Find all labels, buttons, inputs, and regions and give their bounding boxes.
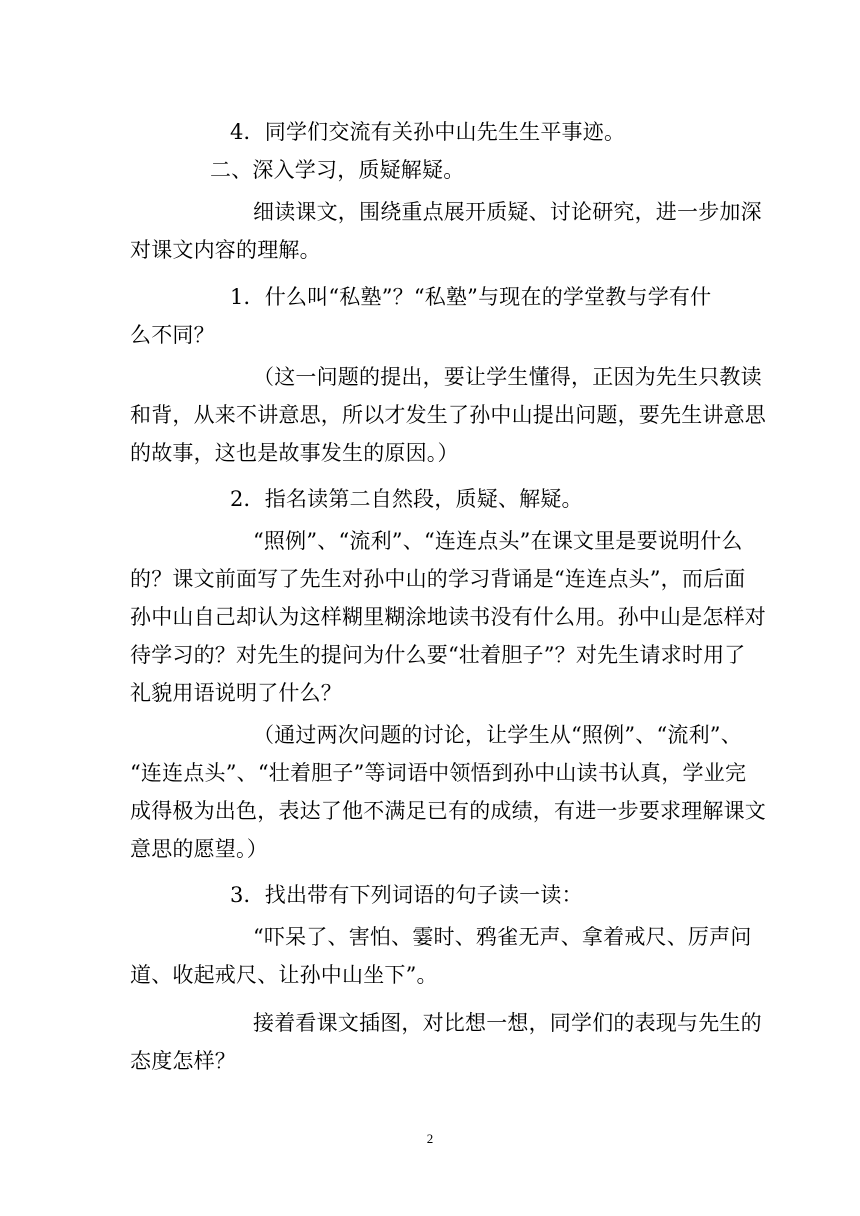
text-line: 礼貌用语说明了什么？ xyxy=(130,681,342,705)
text-line: “连连点头”、“壮着胆子”等词语中领悟到孙中山读书认真，学业完 xyxy=(130,761,747,785)
text-line: 态度怎样？ xyxy=(130,1049,236,1073)
text-line: “照例”、“流利”、“连连点头”在课文里是要说明什么 xyxy=(253,529,743,553)
text-line: 待学习的？对先生的提问为什么要“壮着胆子”？对先生请求时用了 xyxy=(130,643,746,667)
text-line: 么不同？ xyxy=(130,323,215,347)
text-line: 2．指名读第二自然段，质疑、解疑。 xyxy=(230,487,583,511)
text-line: 和背，从来不讲意思，所以才发生了孙中山提出问题，要先生讲意思 xyxy=(130,403,766,427)
text-line: 的？课文前面写了先生对孙中山的学习背诵是“连连点头”，而后面 xyxy=(130,567,746,591)
text-line: 的故事，这也是故事发生的原因。） xyxy=(130,441,459,465)
text-line: 成得极为出色，表达了他不满足已有的成绩，有进一步要求理解课文 xyxy=(130,799,766,823)
text-line: 道、收起戒尺、让孙中山坐下”。 xyxy=(130,963,438,987)
text-line: 孙中山自己却认为这样糊里糊涂地读书没有什么用。孙中山是怎样对 xyxy=(130,605,766,629)
text-line: “吓呆了、害怕、霎时、鸦雀无声、拿着戒尺、厉声问 xyxy=(253,925,752,949)
text-line: 意思的愿望。） xyxy=(130,837,268,861)
text-line: 对课文内容的理解。 xyxy=(130,238,321,262)
section-heading: 二、深入学习，质疑解疑。 xyxy=(210,158,465,182)
text-line: （这一问题的提出，要让学生懂得，正因为先生只教读 xyxy=(253,365,762,389)
text-line: 4．同学们交流有关孙中山先生生平事迹。 xyxy=(230,120,626,144)
text-line: 3．找出带有下列词语的句子读一读： xyxy=(230,883,583,907)
text-line: （通过两次问题的讨论，让学生从“照例”、“流利”、 xyxy=(253,723,742,747)
page-number: 2 xyxy=(426,1131,434,1146)
text-line: 接着看课文插图，对比想一想，同学们的表现与先生的 xyxy=(253,1011,762,1035)
text-line: 1．什么叫“私塾”？“私塾”与现在的学堂教与学有什 xyxy=(230,285,712,309)
text-line: 细读课文，围绕重点展开质疑、讨论研究，进一步加深 xyxy=(253,200,762,224)
